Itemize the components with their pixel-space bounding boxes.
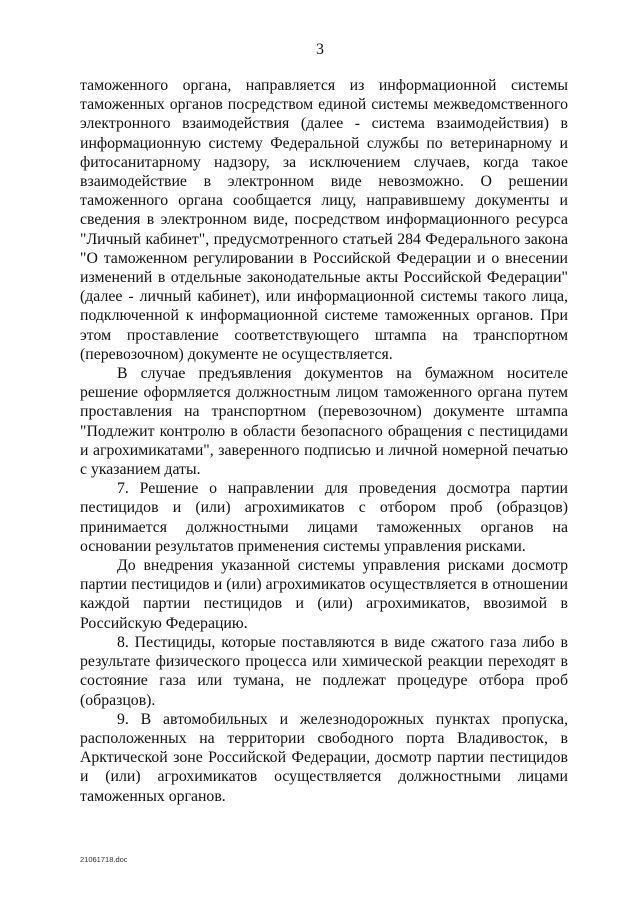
document-body [80,76,568,806]
paragraph-item-8: 8. Пестициды, которые поставляются в виде сжатого газа либо в результате физического процесса или химической реакции переходят в состояние газа или тумана, не подлежат процедуре отбора проб (образцов). [80,633,568,709]
page-number: 3 [316,41,324,58]
paragraph-continuation: таможенного органа, направляется из информационной системы таможенных органов посредством единой системы межведомственного электронного взаимодействия (далее - система взаимодействия) в информационную систему Федеральной службы по ветеринарному и фитосанитарному надзору, за исключением случаев, когда такое взаимодействие в электронном виде невозможно. О решении таможенного органа сообщается лицу, направившему документы и сведения в электронном виде, посредством информационного ресурса "Личный кабинет", предусмотренного статьей 284 Федерального закона "О таможенном регулировании в Российской Федерации и о внесении изменений в отдельные законодательные акты Российской Федерации" (далее - личный кабинет), или информационной системы такого лица, подключенной к информационной системе таможенных органов. При этом проставление соответствующего штампа на транспортном (перевозочном) документе не осуществляется. [80,77,568,363]
footer-file-code: 21061718.doc [80,855,128,864]
paragraph-paper-documents: В случае предъявления документов на бумажном носителе решение оформляется должностным лицом таможенного органа путем проставления на транспортном (перевозочном) документе штампа "Подлежит контролю в области безопасного обращения с пестицидами и агрохимикатами", заверенного подписью и личной номерной печатью с указанием даты. [80,365,568,479]
paragraph-item-7: 7. Решение о направлении для проведения досмотра партии пестицидов и (или) агрохимикатов с отбором проб (образцов) принимается должностными лицами таможенных органов на основании результатов применения системы управления рисками. [80,480,568,555]
paragraph-item-9: 9. В автомобильных и железнодорожных пунктах пропуска, расположенных на территории свободного порта Владивосток, в Арктической зоне Российской Федерации, досмотр партии пестицидов и (или) агрохимикатов осуществляется должностными лицами таможенных органов. [80,710,568,805]
paragraph-risk-management: До внедрения указанной системы управления рисками досмотр партии пестицидов и (или) агрохимикатов осуществляется в отношении каждой партии пестицидов и (или) агрохимикатов, ввозимой в Российскую Федерацию. [80,557,568,632]
